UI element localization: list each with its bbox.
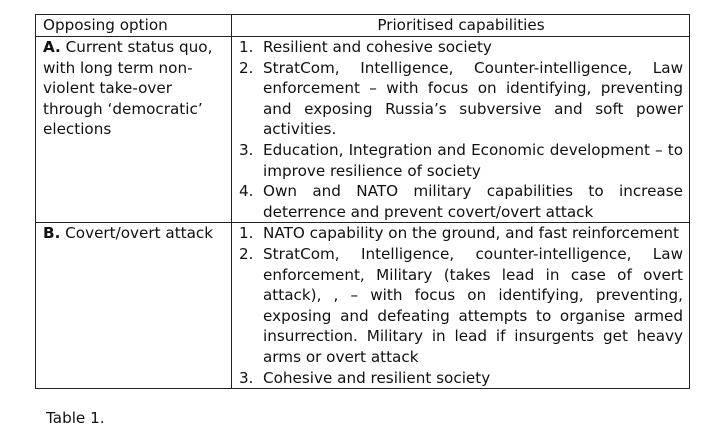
item-text: StratCom, Intelligence, Counter-intelligence, Law enforcement – with focus on identifying, preventing and exposing Russia’s subversive and soft power activities.	[263, 58, 683, 139]
list-item	[239, 368, 683, 389]
capabilities-cell	[232, 223, 690, 389]
capabilities-cell	[232, 37, 690, 223]
item-number: 2.	[239, 244, 254, 263]
item-text: NATO capability on the ground, and fast reinforcement	[263, 224, 680, 243]
option-description: Covert/overt attack	[60, 224, 214, 243]
list-item	[239, 223, 683, 244]
list-item	[239, 244, 683, 368]
list-item	[239, 58, 683, 140]
capabilities-table	[35, 14, 690, 389]
table-header-row	[36, 15, 690, 37]
item-number: 3.	[239, 368, 254, 387]
header-opposing-option: Opposing option	[36, 15, 232, 37]
item-text: Resilient and cohesive society	[263, 38, 492, 56]
item-text: Cohesive and resilient society	[263, 368, 491, 387]
item-text: StratCom, Intelligence, counter-intelligence, Law enforcement, Military (takes lead in case of overt attack), , – with focus on identifying, preventing, exposing and defeating attempts to organise armed insurrection. Military in lead if insurgents get heavy arms or overt attack	[263, 244, 683, 366]
item-text: Education, Integration and Economic development – to improve resilience of society	[263, 140, 683, 180]
list-item	[239, 181, 683, 222]
list-item	[239, 140, 683, 181]
table-row	[36, 223, 690, 389]
item-text: Own and NATO military capabilities to increase deterrence and prevent covert/overt attack	[263, 182, 683, 221]
table-caption: Table 1.	[46, 409, 105, 427]
item-number: 4.	[239, 182, 254, 201]
item-number: 1.	[239, 224, 254, 243]
option-cell	[36, 223, 232, 389]
option-letter: A.	[43, 38, 61, 56]
capabilities-list	[239, 223, 683, 388]
option-letter: B.	[43, 224, 61, 243]
item-number: 2.	[239, 58, 254, 77]
capabilities-list	[239, 37, 683, 222]
option-cell	[36, 37, 232, 223]
table-row	[36, 37, 690, 223]
item-number: 3.	[239, 140, 254, 159]
list-item	[239, 37, 683, 58]
option-description: Current status quo, with long term non-violent take-over through ‘democratic’ elections	[43, 38, 213, 139]
header-prioritised-capabilities: Prioritised capabilities	[232, 15, 690, 37]
item-number: 1.	[239, 38, 254, 56]
